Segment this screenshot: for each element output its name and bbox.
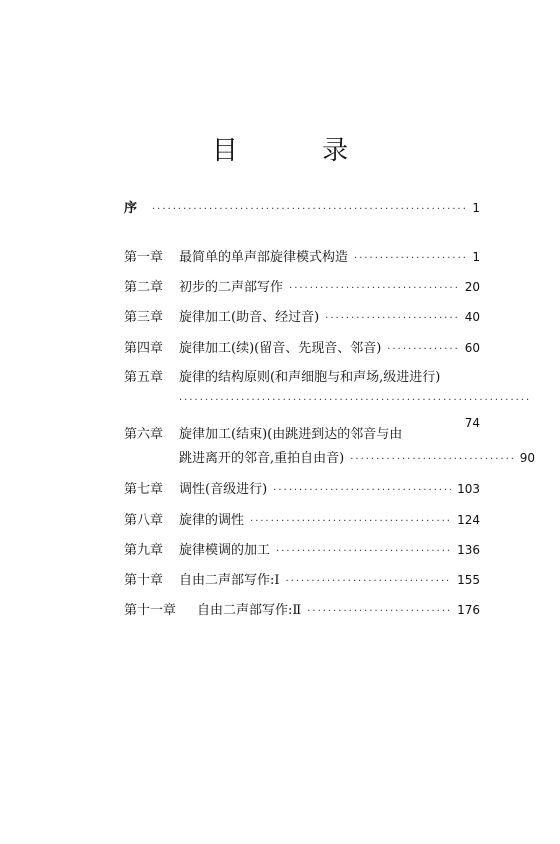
toc-leader-dots: [276, 544, 451, 560]
toc-page-number: 40: [464, 310, 480, 324]
toc-chapter-title: 最简单的单声部旋律模式构造: [179, 250, 349, 265]
toc-entry-chapter-3[interactable]: [124, 309, 480, 327]
toc-chapter-label: 第四章: [124, 341, 164, 356]
toc-chapter-title: 自由二声部写作:Ⅱ: [197, 603, 302, 618]
toc-chapter-label: 序: [124, 201, 138, 216]
toc-chapter-title: 旋律加工(结束)(由跳进到达的邻音与由: [179, 427, 403, 442]
toc-leader-dots: [289, 281, 459, 297]
toc-entry-chapter-8[interactable]: [124, 512, 480, 530]
toc-entry-chapter-7[interactable]: [124, 481, 480, 499]
toc-leader-dots: [307, 604, 451, 620]
toc-chapter-label: 第十章: [124, 573, 164, 588]
toc-page-number: 176: [457, 603, 480, 617]
toc-entry-chapter-9[interactable]: [124, 542, 480, 560]
toc-chapter-label: 第七章: [124, 482, 164, 497]
toc-page-number: 90: [519, 451, 535, 465]
toc-leader-dots: [325, 311, 459, 327]
toc-chapter-label: 第五章: [124, 370, 164, 385]
toc-page-number: 20: [464, 280, 480, 294]
toc-page-number: 136: [457, 543, 480, 557]
toc-leader-dots: [387, 342, 458, 358]
toc-page-number: 1: [472, 250, 480, 264]
toc-entry-chapter-5[interactable]: [124, 370, 480, 431]
toc-entry-preface[interactable]: [124, 200, 480, 218]
toc-leader-dots: [250, 514, 451, 530]
toc-entry-chapter-1[interactable]: [124, 249, 480, 267]
toc-chapter-title: 初步的二声部写作: [179, 280, 284, 295]
toc-page-number: 60: [464, 341, 480, 355]
toc-chapter-label: 第十一章: [124, 603, 177, 618]
toc-chapter-label: 第八章: [124, 513, 164, 528]
page-title: 目 录: [211, 136, 387, 166]
toc-chapter-title-continued: 跳进离开的邻音,重拍自由音): [179, 451, 345, 466]
toc-entry-chapter-11[interactable]: [124, 602, 480, 620]
toc-page-number: 1: [472, 201, 480, 215]
toc-chapter-label: 第三章: [124, 310, 164, 325]
toc-leader-dots: [350, 452, 514, 468]
toc-leader-dots: [286, 574, 452, 590]
toc-entry-chapter-10[interactable]: [124, 572, 480, 590]
toc-leader-dots: [179, 393, 529, 409]
toc-page-number: 103: [457, 482, 480, 496]
toc-page-number: 155: [457, 573, 480, 587]
toc-chapter-title: 旋律的调性: [179, 513, 245, 528]
toc-chapter-label: 第二章: [124, 280, 164, 295]
toc-chapter-title: 旋律的结构原则(和声细胞与和声场,级进进行): [179, 370, 441, 385]
toc-entry-chapter-4[interactable]: [124, 340, 480, 358]
toc-chapter-label: 第一章: [124, 250, 164, 265]
toc-entry-chapter-2[interactable]: [124, 279, 480, 297]
toc-chapter-title: 调性(音级进行): [179, 482, 268, 497]
toc-leader-dots: [354, 251, 466, 267]
toc-chapter-label: 第六章: [124, 427, 164, 442]
toc-chapter-title: 旋律模调的加工: [179, 543, 271, 558]
toc-page-number: 124: [457, 513, 480, 527]
toc-chapter-title: 旋律加工(续)(留音、先现音、邻音): [179, 341, 382, 356]
toc-chapter-title: 旋律加工(助音、经过音): [179, 310, 320, 325]
toc-leader-dots: [152, 202, 466, 218]
toc-chapter-title: 自由二声部写作:Ⅰ: [179, 573, 280, 588]
toc-page-number: 74: [464, 416, 480, 430]
toc-leader-dots: [273, 483, 451, 499]
toc-entry-chapter-6[interactable]: [124, 427, 535, 468]
toc-chapter-label: 第九章: [124, 543, 164, 558]
